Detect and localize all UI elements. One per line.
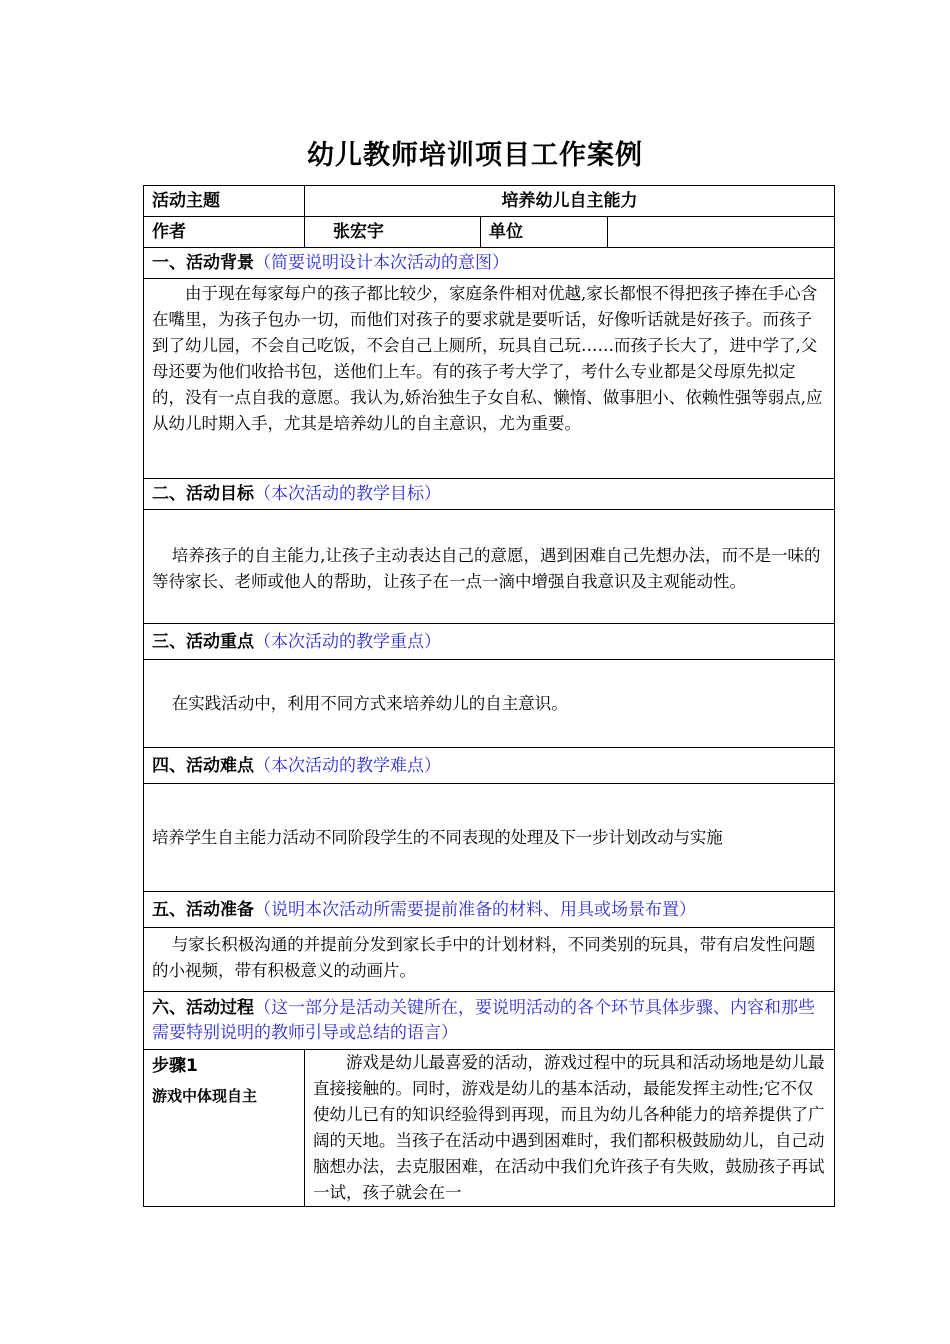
section-content: 在实践活动中，利用不同方式来培养幼儿的自主意识。 xyxy=(144,660,835,748)
step-label: 步骤1 xyxy=(152,1056,198,1076)
section-heading-text: 三、活动重点 xyxy=(152,631,254,652)
section-content: 由于现在每家每户的孩子都比较少，家庭条件相对优越,家长都恨不得把孩子捧在手心含在嘴里，为孩子包办一切，而他们对孩子的要求就是要听话，好像听话就是好孩子。而孩子到了幼儿园，不会自己吃饭，不会自己上厕所，玩具自己玩……而孩子长大了，进中学了,父母还要为他们收拾书包，送他们上车。有的孩子考大学了，考什么专业都是父母原先拟定的，没有一点自我的意愿。我认为,娇治独生子女自私、懒惰、做事胆小、依赖性强等弱点,应从幼儿时期入手，尤其是培养幼儿的自主意识，尤为重要。 xyxy=(144,279,835,479)
section-heading-difficulties xyxy=(144,748,835,784)
case-table xyxy=(143,185,835,1207)
step-row xyxy=(144,1050,835,1207)
section-heading-text: 六、活动过程 xyxy=(152,997,254,1018)
topic-label: 活动主题 xyxy=(144,186,305,217)
step-content: 游戏是幼儿最喜爱的活动，游戏过程中的玩具和活动场地是幼儿最直接接触的。同时，游戏是幼儿的基本活动，最能发挥主动性;它不仅使幼儿已有的知识经验得到再现，而且为幼儿各种能力的培养提供了广阔的天地。当孩子在活动中遇到困难时，我们都积极鼓励幼儿，自己动脑想办法，去克服困难，在活动中我们允许孩子有失败，鼓励孩子再试一试，孩子就会在一 xyxy=(305,1050,835,1207)
section-content: 与家长积极沟通的并提前分发到家长手中的计划材料，不同类别的玩具，带有启发性问题的小视频，带有积极意义的动画片。 xyxy=(144,928,835,992)
document-title: 幼儿教师培训项目工作案例 xyxy=(307,140,643,171)
section-body-difficulties xyxy=(144,784,835,892)
section-hint: （本次活动的教学重点） xyxy=(254,631,441,652)
section-heading-text: 二、活动目标 xyxy=(152,484,254,504)
section-heading-process xyxy=(144,992,835,1050)
section-hint: （本次活动的教学目标） xyxy=(254,484,441,504)
section-body-key-points xyxy=(144,660,835,748)
topic-value: 培养幼儿自主能力 xyxy=(305,186,835,217)
section-heading-text: 五、活动准备 xyxy=(152,899,254,920)
section-body-background xyxy=(144,279,835,479)
section-content: 培养学生自主能力活动不同阶段学生的不同表现的处理及下一步计划改动与实施 xyxy=(144,784,835,892)
author-value: 张宏宇 xyxy=(305,217,481,248)
section-heading-text: 一、活动背景 xyxy=(152,253,254,273)
author-label: 作者 xyxy=(144,217,305,248)
section-heading-key-points xyxy=(144,624,835,660)
section-hint: （本次活动的教学难点） xyxy=(254,755,441,776)
section-heading-objectives xyxy=(144,479,835,510)
topic-row xyxy=(144,186,835,217)
section-hint: （说明本次活动所需要提前准备的材料、用具或场景布置） xyxy=(254,899,696,920)
section-heading-text: 四、活动难点 xyxy=(152,755,254,776)
author-row xyxy=(144,217,835,248)
step-sublabel: 游戏中体现自主 xyxy=(152,1087,258,1105)
section-body-objectives xyxy=(144,510,835,624)
unit-value xyxy=(608,217,835,248)
section-heading-background xyxy=(144,248,835,279)
section-content: 培养孩子的自主能力,让孩子主动表达自己的意愿，遇到困难自己先想办法，而不是一味的等待家长、老师或他人的帮助，让孩子在一点一滴中增强自我意识及主观能动性。 xyxy=(144,510,835,624)
section-hint: （这一部分是活动关键所在，要说明活动的各个环节具体步骤、内容和那些需要特别说明的教师引导或总结的语言） xyxy=(152,997,815,1043)
unit-label: 单位 xyxy=(481,217,608,248)
section-hint: （简要说明设计本次活动的意图） xyxy=(254,253,509,273)
section-heading-preparation xyxy=(144,892,835,928)
section-body-preparation xyxy=(144,928,835,992)
